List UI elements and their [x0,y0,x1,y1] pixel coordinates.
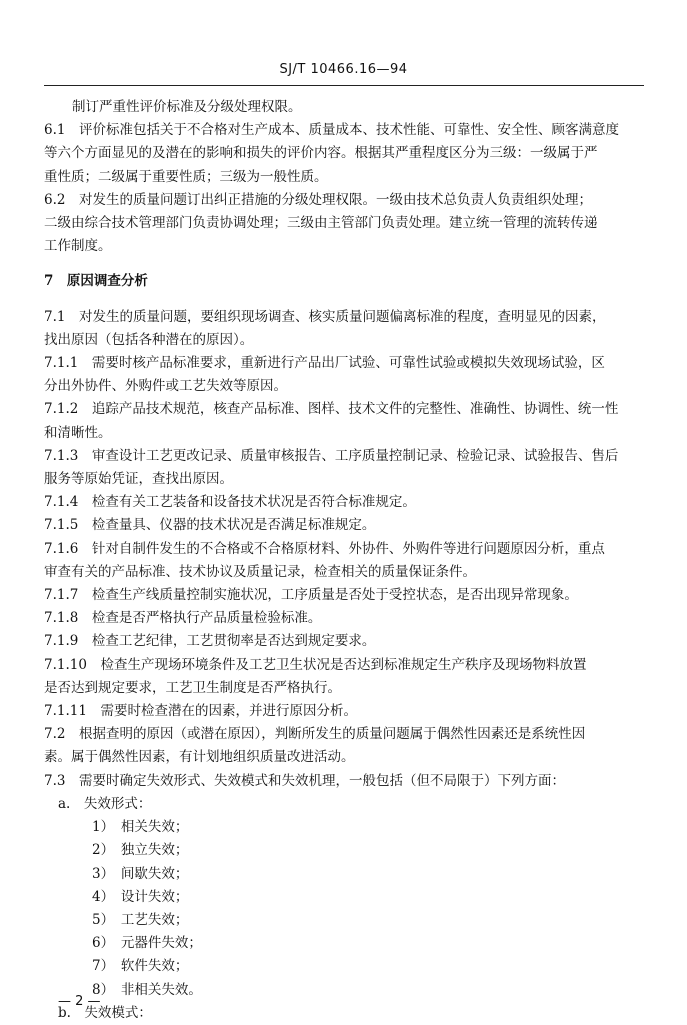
list-subitem: 6） 元器件失效； [92,935,202,952]
list-subitem: 3） 间歇失效； [92,865,189,882]
list-subitem: 8） 非相关失效。 [92,981,202,998]
list-subitem: 7） 软件失效； [92,958,189,975]
standard-number-header: SJ/T 10466.16—94 [279,62,408,77]
list-subitem: 1） 相关失效； [92,819,189,836]
header-rule [44,85,644,86]
paragraph-line: 重性质；二级属于重要性质；三级为一般性质。 [44,168,328,185]
clause-7-3: 7.3 需要时确定失效形式、失效模式和失效机理，一般包括（但不局限于）下列方面： [44,772,565,789]
clause-7-1: 7.1 对发生的质量问题，要组织现场调查、核实质量问题偏离标准的程度，查明显见的因素， [44,308,606,325]
clause-7-2: 7.2 根据查明的原因（或潜在原因），判断所发生的质量问题属于偶然性因素还是系统性因 [44,726,586,743]
clause-6-2: 6.2 对发生的质量问题订出纠正措施的分级处理权限。一级由技术总负责人负责组织处理； [44,191,592,208]
paragraph-line: 工作制度。 [44,238,112,255]
paragraph-line: 是否达到规定要求，工艺卫生制度是否严格执行。 [44,679,341,696]
list-subitem: 2） 独立失效； [92,842,189,859]
paragraph-line: 二级由综合技术管理部门负责协调处理；三级由主管部门负责处理。建立统一管理的流转传递 [44,215,598,232]
clause-7-1-9: 7.1.9 检查工艺纪律，工艺贯彻率是否达到规定要求。 [44,633,376,650]
clause-7-1-8: 7.1.8 检查是否严格执行产品质量检验标准。 [44,610,322,627]
list-subitem: 4） 设计失效； [92,888,189,905]
clause-7-1-7: 7.1.7 检查生产线质量控制实施状况，工序质量是否处于受控状态，是否出现异常现象。 [44,587,578,604]
clause-7-1-4: 7.1.4 检查有关工艺装备和设备技术状况是否符合标准规定。 [44,494,416,511]
section-7-heading: 7 原因调查分析 [44,273,148,290]
clause-7-1-5: 7.1.5 检查量具、仪器的技术状况是否满足标准规定。 [44,517,376,534]
clause-7-1-11: 7.1.11 需要时检查潜在的因素，并进行原因分析。 [44,703,357,720]
clause-7-1-3: 7.1.3 审查设计工艺更改记录、质量审核报告、工序质量控制记录、检验记录、试验报告、售后 [44,447,619,464]
list-item-b: b. 失效模式： [58,1004,152,1021]
paragraph-line: 和清晰性。 [44,424,112,441]
paragraph-line: 素。属于偶然性因素，有计划地组织质量改进活动。 [44,749,355,766]
list-subitem: 5） 工艺失效； [92,911,189,928]
paragraph-line: 制订严重性评价标准及分级处理权限。 [72,99,302,115]
clause-7-1-2: 7.1.2 追踪产品技术规范，核查产品标准、图样、技术文件的完整性、准确性、协调性、统一性 [44,401,619,418]
document-body [44,96,644,1025]
paragraph-line: 等六个方面显见的及潜在的影响和损失的评价内容。根据其严重程度区分为三级：一级属于严 [44,145,598,162]
clause-6-1: 6.1 评价标准包括关于不合格对生产成本、质量成本、技术性能、可靠性、安全性、顾客满意度 [44,122,619,139]
paragraph-line: 分出外协件、外购件或工艺失效等原因。 [44,378,287,395]
clause-7-1-10: 7.1.10 检查生产现场环境条件及工艺卫生状况是否达到标准规定生产秩序及现场物料放置 [44,656,587,673]
clause-7-1-1: 7.1.1 需要时核产品标准要求，重新进行产品出厂试验、可靠性试验或模拟失效现场试验，区 [44,355,605,372]
paragraph-line: 服务等原始凭证，查找出原因。 [44,471,233,488]
clause-7-1-6: 7.1.6 针对自制件发生的不合格或不合格原材料、外协件、外购件等进行问题原因分析，重点 [44,540,605,557]
page-number: — 2 — [58,994,101,1009]
list-item-a: a. 失效形式： [58,795,152,812]
paragraph-line: 审查有关的产品标准、技术协议及质量记录，检查相关的质量保证条件。 [44,563,476,580]
paragraph-line: 找出原因（包括各种潜在的原因）。 [44,331,254,348]
